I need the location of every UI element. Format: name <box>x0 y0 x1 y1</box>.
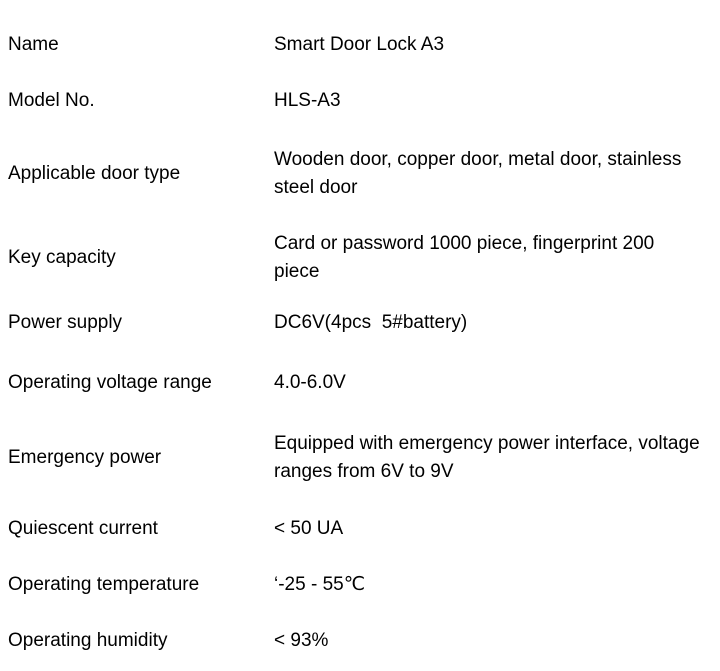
spec-value: Smart Door Lock A3 <box>274 34 445 55</box>
spec-row-name <box>0 30 720 60</box>
spec-label: Model No. <box>8 90 95 111</box>
spec-value: < 50 UA <box>274 518 344 539</box>
spec-label: Key capacity <box>8 247 116 268</box>
spec-row-key-capacity <box>0 228 720 288</box>
spec-label: Name <box>8 34 59 55</box>
spec-row-operating-humidity <box>0 626 720 656</box>
spec-label: Operating humidity <box>8 630 168 651</box>
spec-row-voltage-range <box>0 368 720 398</box>
spec-value: ‘-25 - 55℃ <box>274 574 366 595</box>
spec-row-door-type <box>0 144 720 204</box>
spec-row-power-supply <box>0 308 720 338</box>
spec-label: Operating temperature <box>8 574 200 595</box>
spec-value: Wooden door, copper door, metal door, stainless steel door <box>274 149 682 198</box>
spec-row-operating-temperature <box>0 570 720 600</box>
spec-label: Applicable door type <box>8 163 181 184</box>
spec-value: Card or password 1000 piece, fingerprint 200 piece <box>274 233 655 282</box>
spec-row-model <box>0 86 720 116</box>
spec-value: < 93% <box>274 630 329 651</box>
spec-label: Quiescent current <box>8 518 158 539</box>
spec-value: HLS-A3 <box>274 90 341 111</box>
spec-label: Power supply <box>8 312 123 333</box>
spec-label: Operating voltage range <box>8 372 212 393</box>
spec-label: Emergency power <box>8 447 162 468</box>
spec-value: DC6V(4pcs 5#battery) <box>274 312 468 333</box>
spec-value: Equipped with emergency power interface, voltage ranges from 6V to 9V <box>274 433 700 482</box>
spec-row-emergency-power <box>0 428 720 488</box>
spec-row-quiescent-current <box>0 514 720 544</box>
spec-value: 4.0-6.0V <box>274 372 346 393</box>
